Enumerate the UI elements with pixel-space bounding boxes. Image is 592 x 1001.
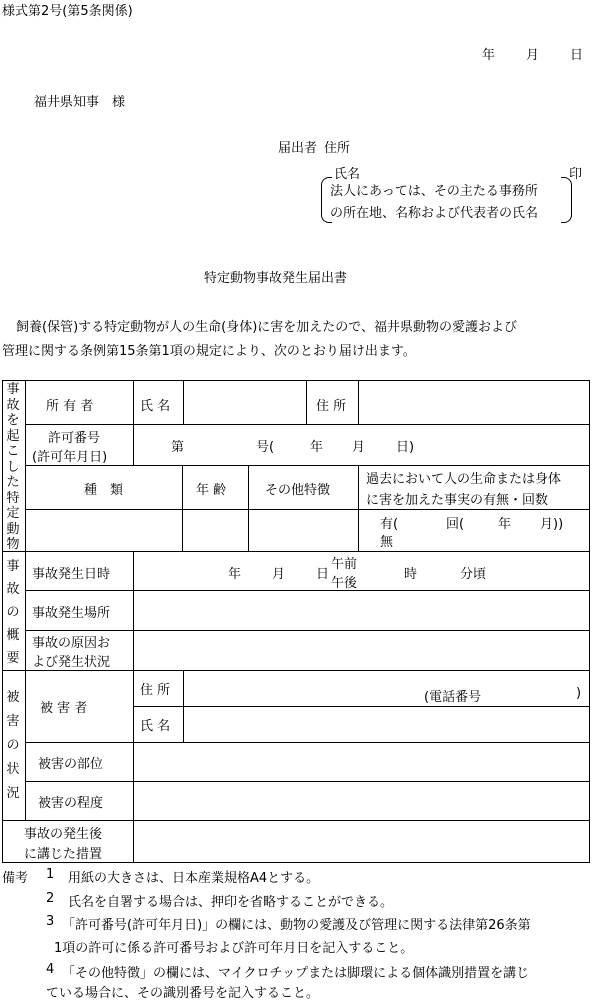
seal-mark: 印: [569, 167, 583, 182]
accident-place-label: 事故発生場所: [32, 606, 111, 621]
intro-line1: 飼養(保管)する特定動物が人の生命(身体)に害を加えたので、福井県動物の愛護および: [16, 320, 518, 335]
permit-day: 日): [396, 440, 415, 455]
dt-minute: 分頃: [460, 567, 487, 582]
remarks-label: 備考: [2, 871, 29, 886]
section-overview-label: 事 故 の 概 要: [6, 559, 20, 666]
dt-year: 年: [228, 567, 242, 582]
remark-3-number: 3: [46, 914, 55, 929]
permit-month: 月: [352, 440, 366, 455]
history-year: 年: [498, 517, 512, 532]
history-label-2: に害を加えた事実の有無・回数: [366, 493, 549, 508]
permit-no-prefix: 第: [171, 440, 185, 455]
remark-1: 用紙の大きさは、日本産業規格A4とする。: [68, 871, 320, 886]
injury-degree-label: 被害の程度: [38, 796, 104, 811]
applicant-label: 届出者: [278, 141, 318, 156]
dt-day: 日: [316, 567, 330, 582]
history-month: 月)): [540, 517, 564, 532]
injury-site-label: 被害の部位: [38, 757, 104, 772]
phone-close: ): [576, 686, 582, 701]
remark-4-line2: ている場合に、その識別番号を記入すること。: [46, 986, 320, 1001]
date-month: 月: [526, 48, 540, 63]
history-label-1: 過去において人の生命または身体: [366, 472, 562, 487]
history-no: 無: [380, 535, 394, 550]
section-damage-label: 被 害 の 状 況: [6, 690, 20, 801]
victim-name-label: 氏 名: [140, 719, 171, 734]
remark-1-number: 1: [46, 867, 55, 882]
applicant-name-label: 氏名: [334, 167, 361, 182]
form-number: 様式第2号(第5条関係): [2, 4, 133, 19]
history-times: 回(: [446, 517, 465, 532]
intro-line2: 管理に関する条例第15条第1項の規定により、次のとおり届け出ます。: [2, 344, 416, 359]
owner-label: 所 有 者: [46, 399, 94, 414]
dt-pm: 午後: [331, 576, 358, 591]
cause-label-1: 事故の原因お: [32, 636, 111, 651]
applicant-address-label: 住所: [324, 141, 351, 156]
date-year: 年: [482, 48, 496, 63]
species-label: 種 類: [84, 483, 124, 498]
corp-note-line2: の所在地、名称および代表者の氏名: [330, 206, 539, 221]
corp-note-line1: 法人にあっては、その主たる事務所: [330, 184, 538, 199]
permit-label-2: (許可年月日): [32, 450, 108, 465]
measures-label-2: に講じた措置: [24, 847, 103, 862]
cause-label-2: よび発生状況: [32, 655, 111, 670]
date-day: 日: [570, 48, 584, 63]
remark-4-number: 4: [46, 962, 55, 977]
dt-month: 月: [272, 567, 286, 582]
permit-year: 年: [310, 440, 324, 455]
history-yes: 有(: [380, 517, 399, 532]
section-animal-label: 事 故 を 起 こ し た 特 定 動 物: [6, 382, 20, 552]
remark-3-line2: 1項の許可に係る許可番号および許可年月日を記入すること。: [54, 941, 414, 956]
measures-label-1: 事故の発生後: [24, 827, 103, 842]
phone-label: (電話番号: [424, 690, 482, 705]
remark-2-number: 2: [46, 891, 55, 906]
remark-4-line1: 「その他特徴」の欄には、マイクロチップまたは脚環による個体識別措置を講じ: [62, 966, 530, 981]
accident-datetime-label: 事故発生日時: [32, 567, 111, 582]
dt-am: 午前: [331, 557, 358, 572]
owner-address-label: 住 所: [316, 399, 347, 414]
remark-2: 氏名を自署する場合は、押印を省略することができる。: [68, 895, 394, 910]
remark-3-line1: 「許可番号(許可年月日)」の欄には、動物の愛護及び管理に関する法律第26条第: [62, 918, 531, 933]
victim-address-label: 住 所: [140, 683, 171, 698]
age-label: 年 齢: [196, 483, 227, 498]
victim-label: 被 害 者: [40, 701, 88, 716]
permit-no-suffix: 号(: [256, 440, 275, 455]
permit-label-1: 許可番号: [48, 431, 101, 446]
dt-hour: 時: [404, 567, 418, 582]
other-features-label: その他特徴: [265, 483, 331, 498]
addressee: 福井県知事 様: [34, 95, 126, 110]
owner-name-label: 氏 名: [140, 399, 171, 414]
document-title: 特定動物事故発生届出書: [204, 271, 348, 286]
